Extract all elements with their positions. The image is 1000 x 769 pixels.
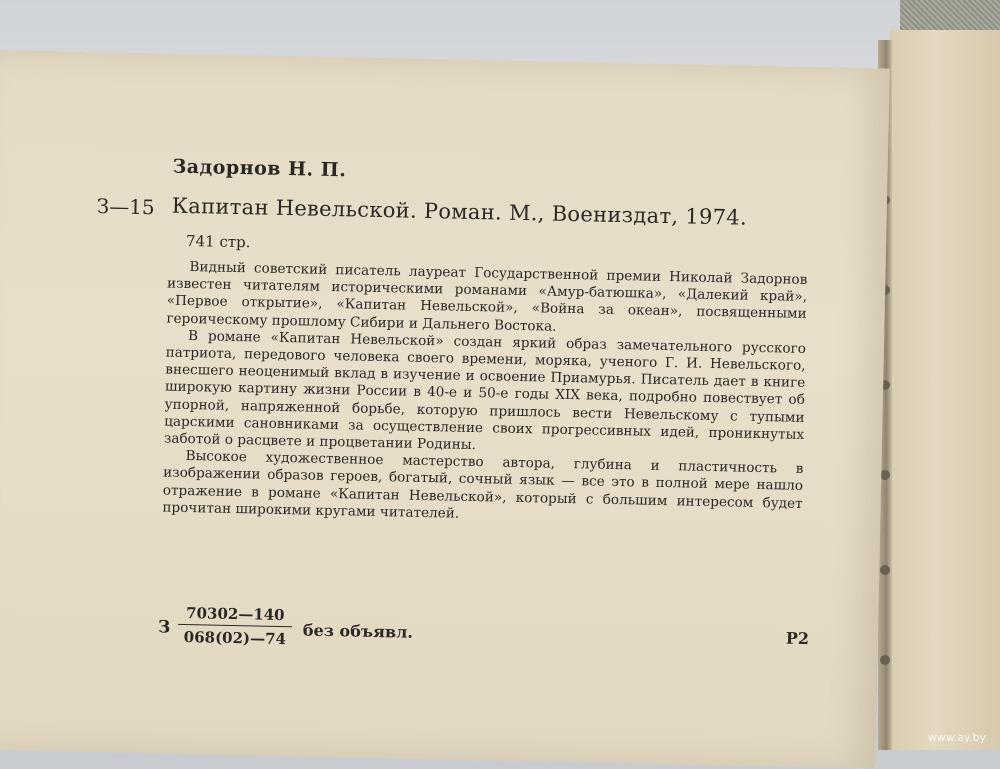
fraction-denominator: 068(02)—74 [183,627,287,649]
right-page [890,30,1000,750]
catalog-page [0,50,890,768]
annotation-paragraph: Видный советский писатель лауреат Государственной премии Николай Задорнов известен читателям историческими романами «Амур-батюшка», «Далекий край», «Первое открытие», «Капитан Невельской», «Война за океан», посвященными героическому прошлому Сибири и Дальнего Востока. [166,259,808,335]
index-fraction [178,604,293,648]
card-footer [157,603,818,677]
binding-stitch [880,655,890,665]
catalog-card [0,50,860,768]
annotation-paragraph: В романе «Капитан Невельской» создан яркий образ замечательного русского патриота, передового человека своего времени, моряка, ученого Г. И. Невельского, внесшего неоценимый вклад в изучение и освоение Приамурья. Писатель дает в книге широкую картину жизни России в 40-е и 50-е годы XIX века, подробно повествует об упорной, напряженной борьбе, которую пришлось вести Невельскому с тупыми царскими сановниками за осуществление своих прогрессивных идей, проникнутых заботой о расцвете и процветании Родины. [163,327,807,454]
binding-stitch [880,565,890,575]
annotation-paragraph: Высокое художественное мастерство автора, глубина и пластичность в изображении образов героев, богатый, сочный язык — все это в полной мере нашло отражение в романе «Капитан Невельской», который с большим интересом будет прочитан широкими кругами читателей. [162,448,804,522]
watermark: www.ay.by [927,731,986,744]
index-letter: З [157,617,171,638]
annotation-text [162,259,807,530]
catalog-code: З—15 [96,194,155,220]
series-code: Р2 [785,628,810,649]
binding-stitch [880,470,890,480]
price-note: без объявл. [302,620,414,642]
author-name: Задорнов Н. П. [172,155,347,182]
page-count: 741 стр. [185,231,251,252]
fraction-numerator: 70302—140 [178,604,293,627]
bibliographic-title: Капитан Невельской. Роман. М., Воениздат, 1974. [171,193,748,230]
